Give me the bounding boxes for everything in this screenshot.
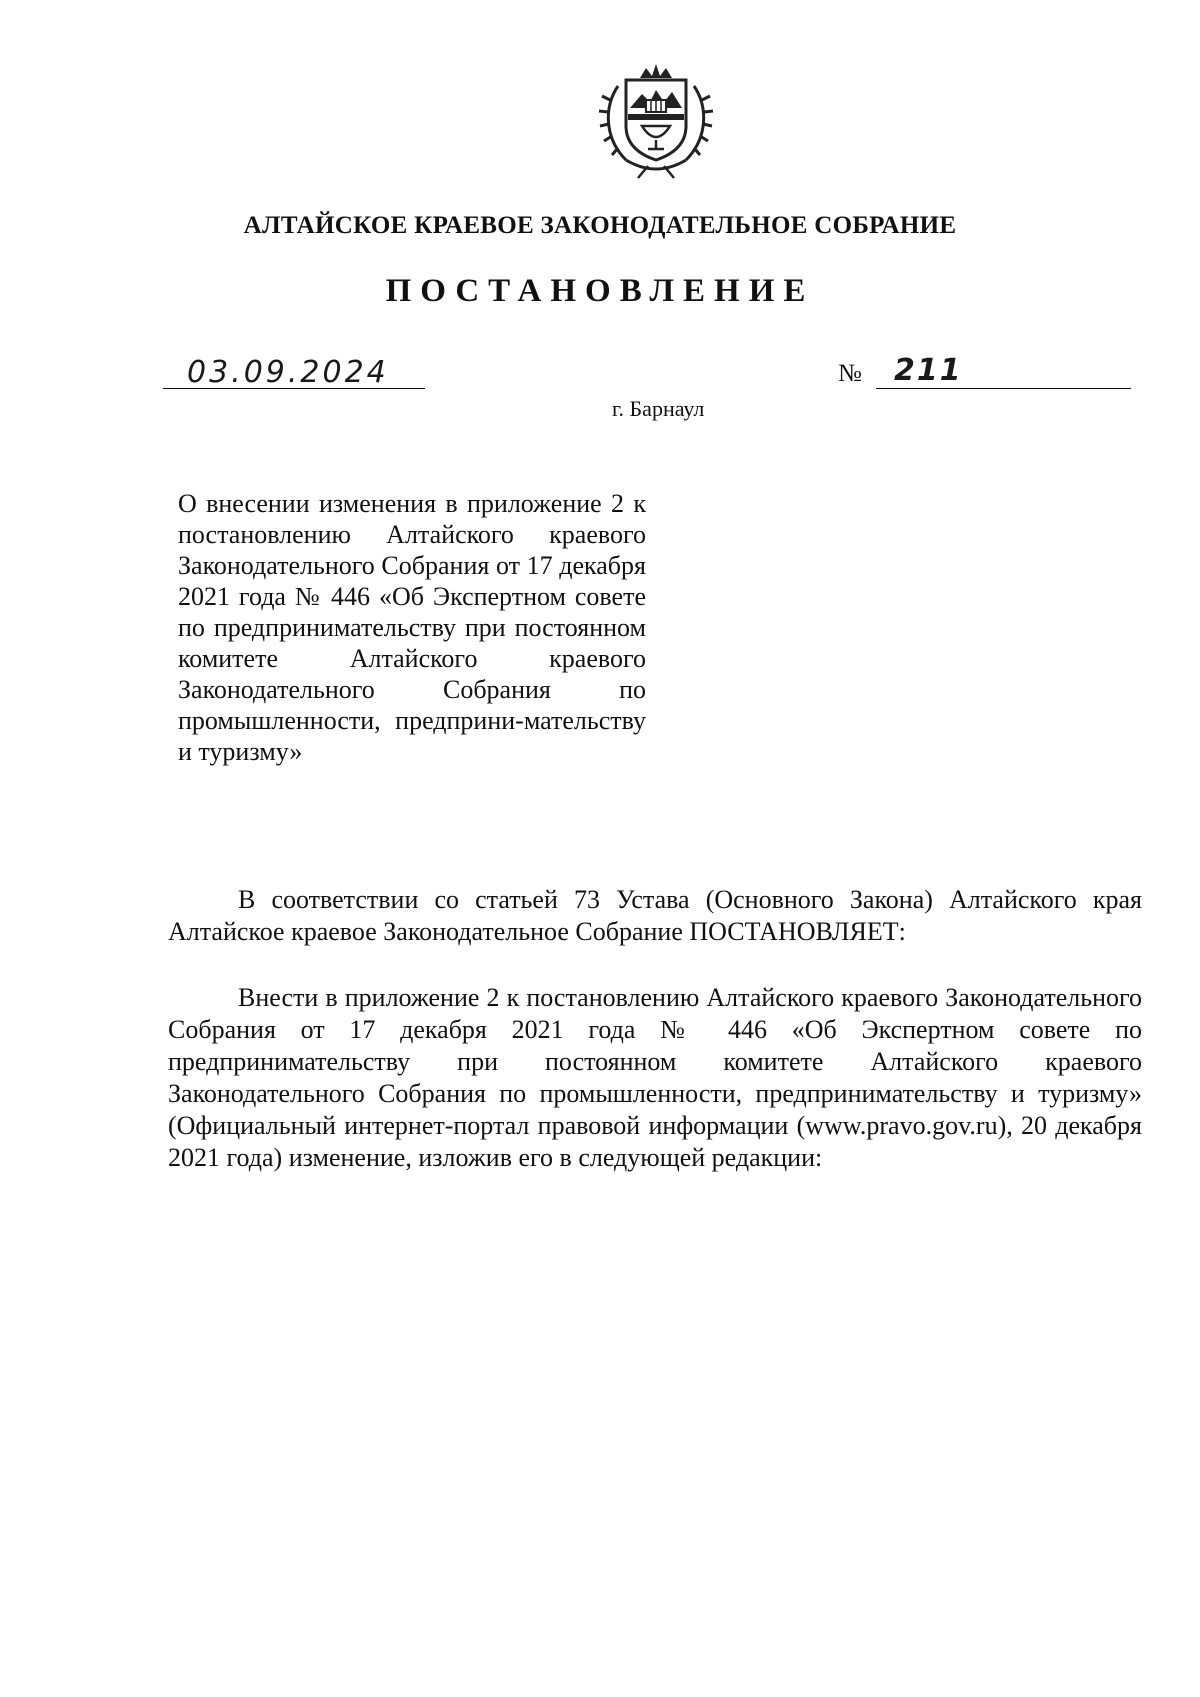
- document-type-title: ПОСТАНОВЛЕНИЕ: [385, 273, 815, 309]
- body-paragraph-preamble: В соответствии со статьей 73 Устава (Основного Закона) Алтайского края Алтайское краевое Законодательное Собрание ПОСТАНОВЛЯЕТ:: [168, 885, 1142, 946]
- document-subject: О внесении изменения в приложение 2 к постановлению Алтайского краевого Законодательного Собрания от 17 декабря 2021 года № 446 «Об Экспертном совете по предпринимательству при постоянном комитете Алтайского краевого Законодательного Собрания по промышленности, предприни-мательству и туризму»: [178, 489, 646, 766]
- city-label: г. Барнаул: [612, 396, 705, 421]
- number-label: №: [838, 360, 862, 387]
- body-paragraph-resolution: Внести в приложение 2 к постановлению Алтайского краевого Законодательного Собрания от 17 декабря 2021 года № 446 «Об Экспертном совете по предпринимательству при постоянном комитете Алтайского краевого Законодательного Собрания по промышленности, предпринимательству и туризму» (Официальный интернет-портал правовой информации (www.pravo.gov.ru), 20 декабря 2021 года) изменение, изложив его в следующей редакции:: [168, 983, 1142, 1172]
- document-number: 211: [894, 353, 963, 388]
- document-date: 03.09.2024: [187, 355, 389, 390]
- number-field: [876, 352, 1131, 389]
- organization-name: АЛТАЙСКОЕ КРАЕВОЕ ЗАКОНОДАТЕЛЬНОЕ СОБРАНИЕ: [243, 212, 957, 239]
- date-field: [163, 356, 425, 389]
- coat-of-arms-icon: [596, 56, 716, 182]
